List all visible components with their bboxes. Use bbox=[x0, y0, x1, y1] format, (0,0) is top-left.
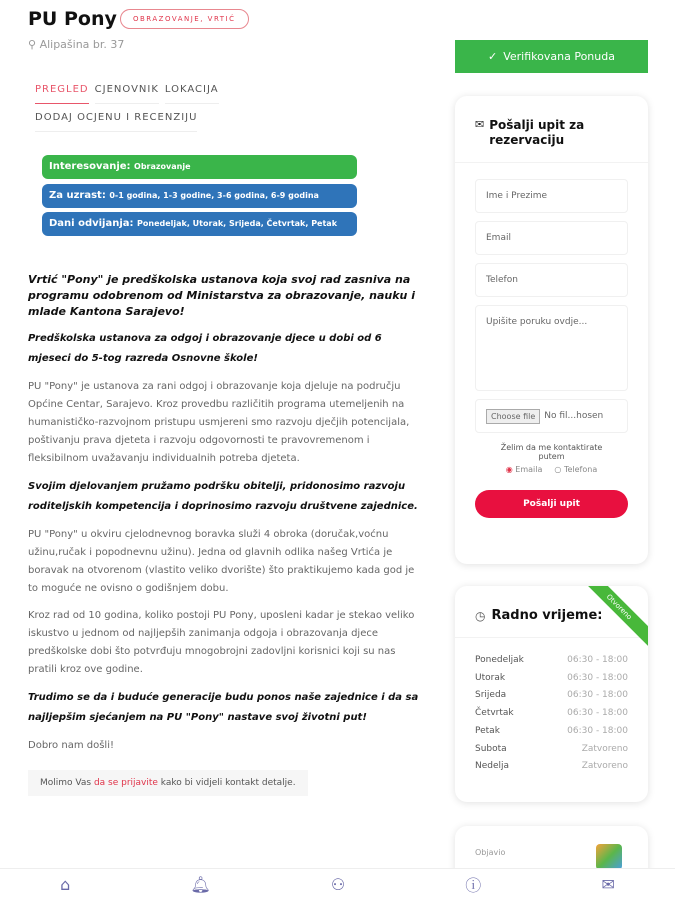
form-title: Pošalji upit za rezervaciju bbox=[489, 118, 585, 147]
hours-row bbox=[455, 723, 648, 741]
hours-list bbox=[455, 652, 648, 776]
radio-phone[interactable] bbox=[554, 465, 597, 474]
pill-value: Obrazovanje bbox=[134, 162, 191, 171]
tab-recenzija[interactable]: DODAJ OCJENU I RECENZIJU bbox=[35, 110, 197, 132]
pill-interest bbox=[42, 155, 357, 179]
pill-label: Dani odvijanja: bbox=[49, 218, 134, 229]
day: Četvrtak bbox=[475, 708, 514, 719]
day: Petak bbox=[475, 725, 500, 736]
login-notice bbox=[28, 770, 308, 796]
bottom-nav bbox=[0, 868, 675, 900]
contact-options bbox=[455, 465, 648, 474]
day: Srijeda bbox=[475, 690, 507, 701]
paragraph: Trudimo se da i buduće generacije budu ponos naše zajednice i da sa najljepšim sjećanjem na PU "Pony" nastave svoj životni put! bbox=[28, 692, 419, 723]
email-input[interactable]: Email bbox=[475, 221, 628, 255]
hours-row bbox=[455, 705, 648, 723]
pill-value: 0-1 godina, 1-3 godine, 3-6 godina, 6-9 godina bbox=[109, 191, 319, 200]
clock-icon: ◷ bbox=[475, 608, 486, 623]
day: Utorak bbox=[475, 672, 506, 683]
submit-button[interactable]: Pošalji upit bbox=[475, 490, 628, 518]
tabs bbox=[35, 82, 245, 132]
login-link[interactable]: da se prijavite bbox=[93, 778, 158, 788]
opening-hours bbox=[455, 586, 648, 802]
inquiry-form bbox=[455, 96, 648, 564]
hours-row bbox=[455, 758, 648, 776]
page-title: PU Pony bbox=[28, 8, 117, 30]
open-ribbon: Otvoreno bbox=[575, 586, 648, 651]
category-badge[interactable]: OBRAZOVANJE, VRTIĆ bbox=[120, 9, 249, 29]
publisher-label: Objavio bbox=[475, 848, 506, 857]
day: Ponedeljak bbox=[475, 655, 524, 665]
pill-age bbox=[42, 184, 357, 208]
hours-title: Radno vrijeme: bbox=[491, 608, 603, 623]
phone-input[interactable]: Telefon bbox=[475, 263, 628, 297]
login-text: Molimo Vas bbox=[40, 778, 94, 788]
time: 06:30 - 18:00 bbox=[567, 672, 628, 683]
hours-row bbox=[455, 741, 648, 759]
mail-icon: ✉ bbox=[475, 118, 485, 131]
radio-unchecked-icon: ○ bbox=[554, 465, 562, 474]
verified-badge bbox=[455, 40, 648, 73]
time: 06:30 - 18:00 bbox=[567, 655, 628, 665]
time: Zatvoreno bbox=[581, 743, 628, 754]
tab-lokacija[interactable]: LOKACIJA bbox=[165, 82, 219, 104]
file-name: No fil...hosen bbox=[544, 411, 604, 421]
paragraph: Svojim djelovanjem pružamo podršku obitelji, pridonosimo razvoju roditeljskih kompetencija i doprinosimo razvoju društvene zajednice. bbox=[28, 481, 418, 512]
address-text: Alipašina br. 37 bbox=[39, 38, 125, 51]
pill-label: Za uzrast: bbox=[49, 190, 106, 201]
form-header bbox=[455, 96, 648, 163]
file-input[interactable] bbox=[475, 399, 628, 433]
day: Subota bbox=[475, 743, 507, 754]
time: Zatvoreno bbox=[581, 761, 628, 772]
time: 06:30 - 18:00 bbox=[567, 690, 628, 701]
hours-row bbox=[455, 652, 648, 670]
home-icon[interactable]: ⌂ bbox=[60, 875, 71, 894]
paragraph: Predškolska ustanova za odgoj i obrazovanje djece u dobi od 6 mjeseci do 5-tog razreda Osnovne škole! bbox=[28, 333, 382, 364]
paragraph: PU "Pony" je ustanova za rani odgoj i obrazovanje koja djeluje na području Općine Centar, Sarajevo. Kroz provedbu različitih programa utemeljenih na humanističko-razvojnom pristupu usmjereni smo razvoju dječjih potencijala, poštivanju prava djeteta i razvoju odgovornosti te pravovremenom i fleksibilnom uvažavanju individualnih potreba djeteta. bbox=[28, 381, 410, 464]
radio-label: Telefona bbox=[563, 465, 598, 474]
radio-label: Emaila bbox=[515, 465, 543, 474]
hours-row bbox=[455, 687, 648, 705]
radio-checked-icon: ◉ bbox=[505, 465, 513, 474]
publisher-logo bbox=[596, 844, 622, 870]
check-circle-icon: ✓ bbox=[488, 50, 498, 63]
paragraph: PU "Pony" u okviru cjelodnevnog boravka služi 4 obroka (doručak,voćnu užinu,ručak i popodnevnu užinu). Jedna od glavnih odlika našeg Vrtića je boravak na otvorenom (vlastito veliko dvorište) što praktikujemo kada god je to moguće ne ovisno o godišnjem dobu. bbox=[28, 529, 415, 594]
contact-label: Želim da me kontaktirate putem bbox=[500, 443, 603, 461]
pill-days bbox=[42, 212, 357, 236]
hours-row bbox=[455, 670, 648, 688]
user-icon[interactable]: ⚇ bbox=[330, 875, 346, 894]
time: 06:30 - 18:00 bbox=[567, 725, 628, 736]
map-pin-icon: ⚲ bbox=[28, 38, 37, 51]
name-input[interactable]: Ime i Prezime bbox=[475, 179, 628, 213]
address bbox=[28, 38, 124, 51]
bell-icon[interactable]: 🔔︎ bbox=[190, 875, 211, 894]
tab-pregled[interactable]: PREGLED bbox=[35, 82, 89, 104]
time: 06:30 - 18:00 bbox=[567, 708, 628, 719]
paragraph: Dobro nam došli! bbox=[28, 740, 114, 751]
day: Nedelja bbox=[475, 761, 510, 772]
tab-cjenovnik[interactable]: CJENOVNIK bbox=[95, 82, 159, 104]
paragraph: Vrtić "Pony" je predškolska ustanova koja svoj rad zasniva na programu odobrenom od Ministarstva za obrazovanje, nauku i mlade Kantona Sarajevo! bbox=[28, 273, 415, 318]
message-textarea[interactable]: Upišite poruku ovdje... bbox=[475, 305, 628, 391]
mail-icon[interactable]: ✉ bbox=[601, 875, 615, 894]
choose-file-button[interactable]: Choose file bbox=[486, 409, 540, 424]
verified-text: Verifikovana Ponuda bbox=[503, 50, 615, 63]
login-text: kako bi vidjeli kontakt detalje. bbox=[157, 778, 296, 788]
pill-value: Ponedeljak, Utorak, Srijeda, Četvrtak, Petak bbox=[137, 219, 338, 228]
paragraph: Kroz rad od 10 godina, koliko postoji PU Pony, uposleni kadar je stekao veliko iskustvo u jednom od najljepših zanimanja odgoja i obrazovanja djece predškolske dobi što potvrđuju mnogobrojni zadovljni korisnici koji su nas pratili kroz ove godine. bbox=[28, 610, 415, 675]
description bbox=[28, 272, 425, 796]
info-icon[interactable]: ⓘ bbox=[465, 876, 482, 895]
pill-label: Interesovanje: bbox=[49, 161, 131, 172]
radio-email[interactable] bbox=[506, 465, 543, 474]
